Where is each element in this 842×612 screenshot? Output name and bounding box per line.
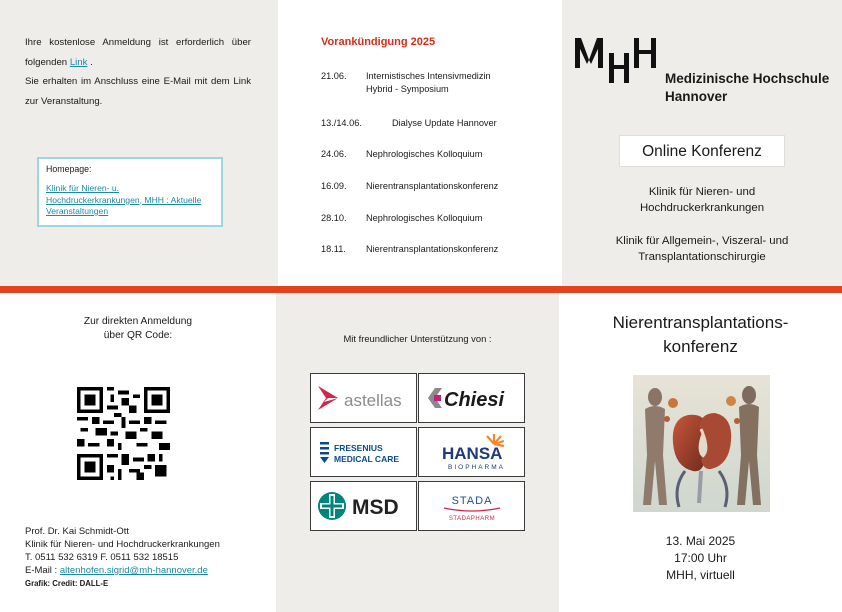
conference-title-line1: Nierentransplantations- (612, 313, 789, 332)
event-name: Nierentransplantationskonferenz (366, 181, 499, 191)
institution-name-line1: Medizinische Hochschule (665, 71, 830, 86)
sponsor-astellas-logo (310, 373, 417, 423)
contact-name: Prof. Dr. Kai Schmidt-Ott (25, 526, 129, 537)
event-date: 16.09. (321, 181, 347, 191)
event-date: 21.06. (321, 71, 347, 81)
panel-title (562, 0, 842, 287)
sponsor-logo-text: BIOPHARMA (447, 464, 505, 471)
event-date: 13./14.06. (321, 118, 362, 128)
qr-label-line1: Zur direkten Anmeldung (83, 316, 193, 327)
sponsor-logo-text: astellas (343, 391, 402, 410)
clinic-line: Hochdruckerkrankungen (639, 202, 765, 214)
conference-title-line2: konferenz (663, 337, 738, 356)
chiesi-icon (422, 378, 522, 418)
event-name: Nierentransplantationskonferenz (366, 244, 499, 254)
sponsor-logo-text: HANSA (441, 444, 502, 463)
clinic-nephrology (562, 184, 842, 216)
contact-email-label: E-Mail : (25, 565, 58, 576)
clinic-surgery (562, 233, 842, 265)
registration-line: Ihre kostenlose Anmeldung ist erforderlich über folgenden (25, 37, 251, 68)
panel-contact (0, 293, 276, 612)
registration-info: Sie erhalten im Anschluss eine E-Mail mit dem Link zur Veranstaltung. (25, 76, 251, 107)
sponsor-hansa-logo (418, 427, 525, 477)
contact-phone: T. 0511 532 6319 F. 0511 532 18515 (25, 552, 179, 563)
qr-label-line2: über QR Code: (103, 330, 173, 341)
registration-link[interactable]: Link (69, 56, 88, 68)
registration-line-end: . (90, 56, 93, 68)
institution-name-line2: Hannover (665, 89, 728, 104)
event-name: Dialyse Update Hannover (392, 118, 497, 128)
event-date: 24.06. (321, 149, 347, 159)
event-name: Internistisches Intensivmedizin (366, 71, 491, 81)
institution-name (665, 70, 829, 106)
msd-icon (314, 486, 414, 526)
sponsor-msd-logo (310, 481, 417, 531)
hansa-icon (422, 430, 522, 474)
sponsor-logo-text: STADAPHARM (448, 516, 495, 522)
panel-registration (0, 0, 278, 287)
contact-email-row (25, 564, 220, 577)
contact-block (25, 525, 220, 590)
conference-place: MHH, virtuell (666, 568, 735, 582)
event-name: Nephrologisches Kolloquium (366, 213, 483, 223)
panel-conference (559, 293, 842, 612)
event-date: 18.11. (321, 244, 346, 254)
clinic-line: Klinik für Allgemein-, Viszeral- und (615, 235, 789, 247)
homepage-label: Homepage: (46, 164, 92, 174)
sponsor-logo-text: FRESENIUS (333, 443, 383, 453)
sponsor-logo-text: Chiesi (443, 389, 504, 411)
qr-label (0, 315, 276, 343)
registration-text (25, 33, 251, 111)
sponsor-logo-text: MSD (351, 496, 399, 519)
contact-clinic: Klinik für Nieren- und Hochdruckerkrankungen (25, 539, 220, 550)
image-credit: Grafik: Credit: DALL-E (25, 579, 109, 588)
fresenius-icon (314, 432, 414, 472)
clinic-line: Klinik für Nieren- und (648, 186, 756, 198)
event-subtitle: Hybrid - Symposium (366, 84, 449, 94)
clinic-line: Transplantationschirurgie (638, 251, 766, 263)
astellas-icon (314, 378, 414, 418)
event-date: 28.10. (321, 213, 347, 223)
sponsor-fresenius-logo (310, 427, 417, 477)
stada-icon (422, 484, 522, 528)
qr-code-icon[interactable] (77, 387, 170, 480)
homepage-box (37, 157, 223, 227)
homepage-link[interactable]: Klinik für Nieren- u. Hochdruckerkrankungen, MHH : Aktuelle Veranstaltungen (46, 183, 202, 216)
announcements-title: Vorankündigung 2025 (321, 36, 436, 48)
panel-announcements (278, 0, 562, 287)
event-name: Nephrologisches Kolloquium (366, 149, 483, 159)
conference-title (559, 311, 842, 359)
kidney-illustration-icon (633, 375, 770, 512)
sponsor-stada-logo (418, 481, 525, 531)
online-conference-label: Online Konferenz (619, 135, 785, 167)
conference-details (559, 533, 842, 584)
sponsors-title: Mit freundlicher Unterstützung von : (343, 333, 492, 344)
accent-divider (0, 286, 842, 293)
sponsor-logo-text: MEDICAL CARE (333, 454, 399, 464)
mhh-logo-icon (575, 36, 661, 86)
sponsor-chiesi-logo (418, 373, 525, 423)
contact-email-link[interactable]: altenhofen.sigrid@mh-hannover.de (59, 565, 208, 576)
conference-date: 13. Mai 2025 (665, 534, 736, 548)
panel-sponsors (276, 293, 559, 612)
sponsor-logo-text: STADA (451, 495, 492, 507)
conference-time: 17:00 Uhr (674, 551, 727, 565)
